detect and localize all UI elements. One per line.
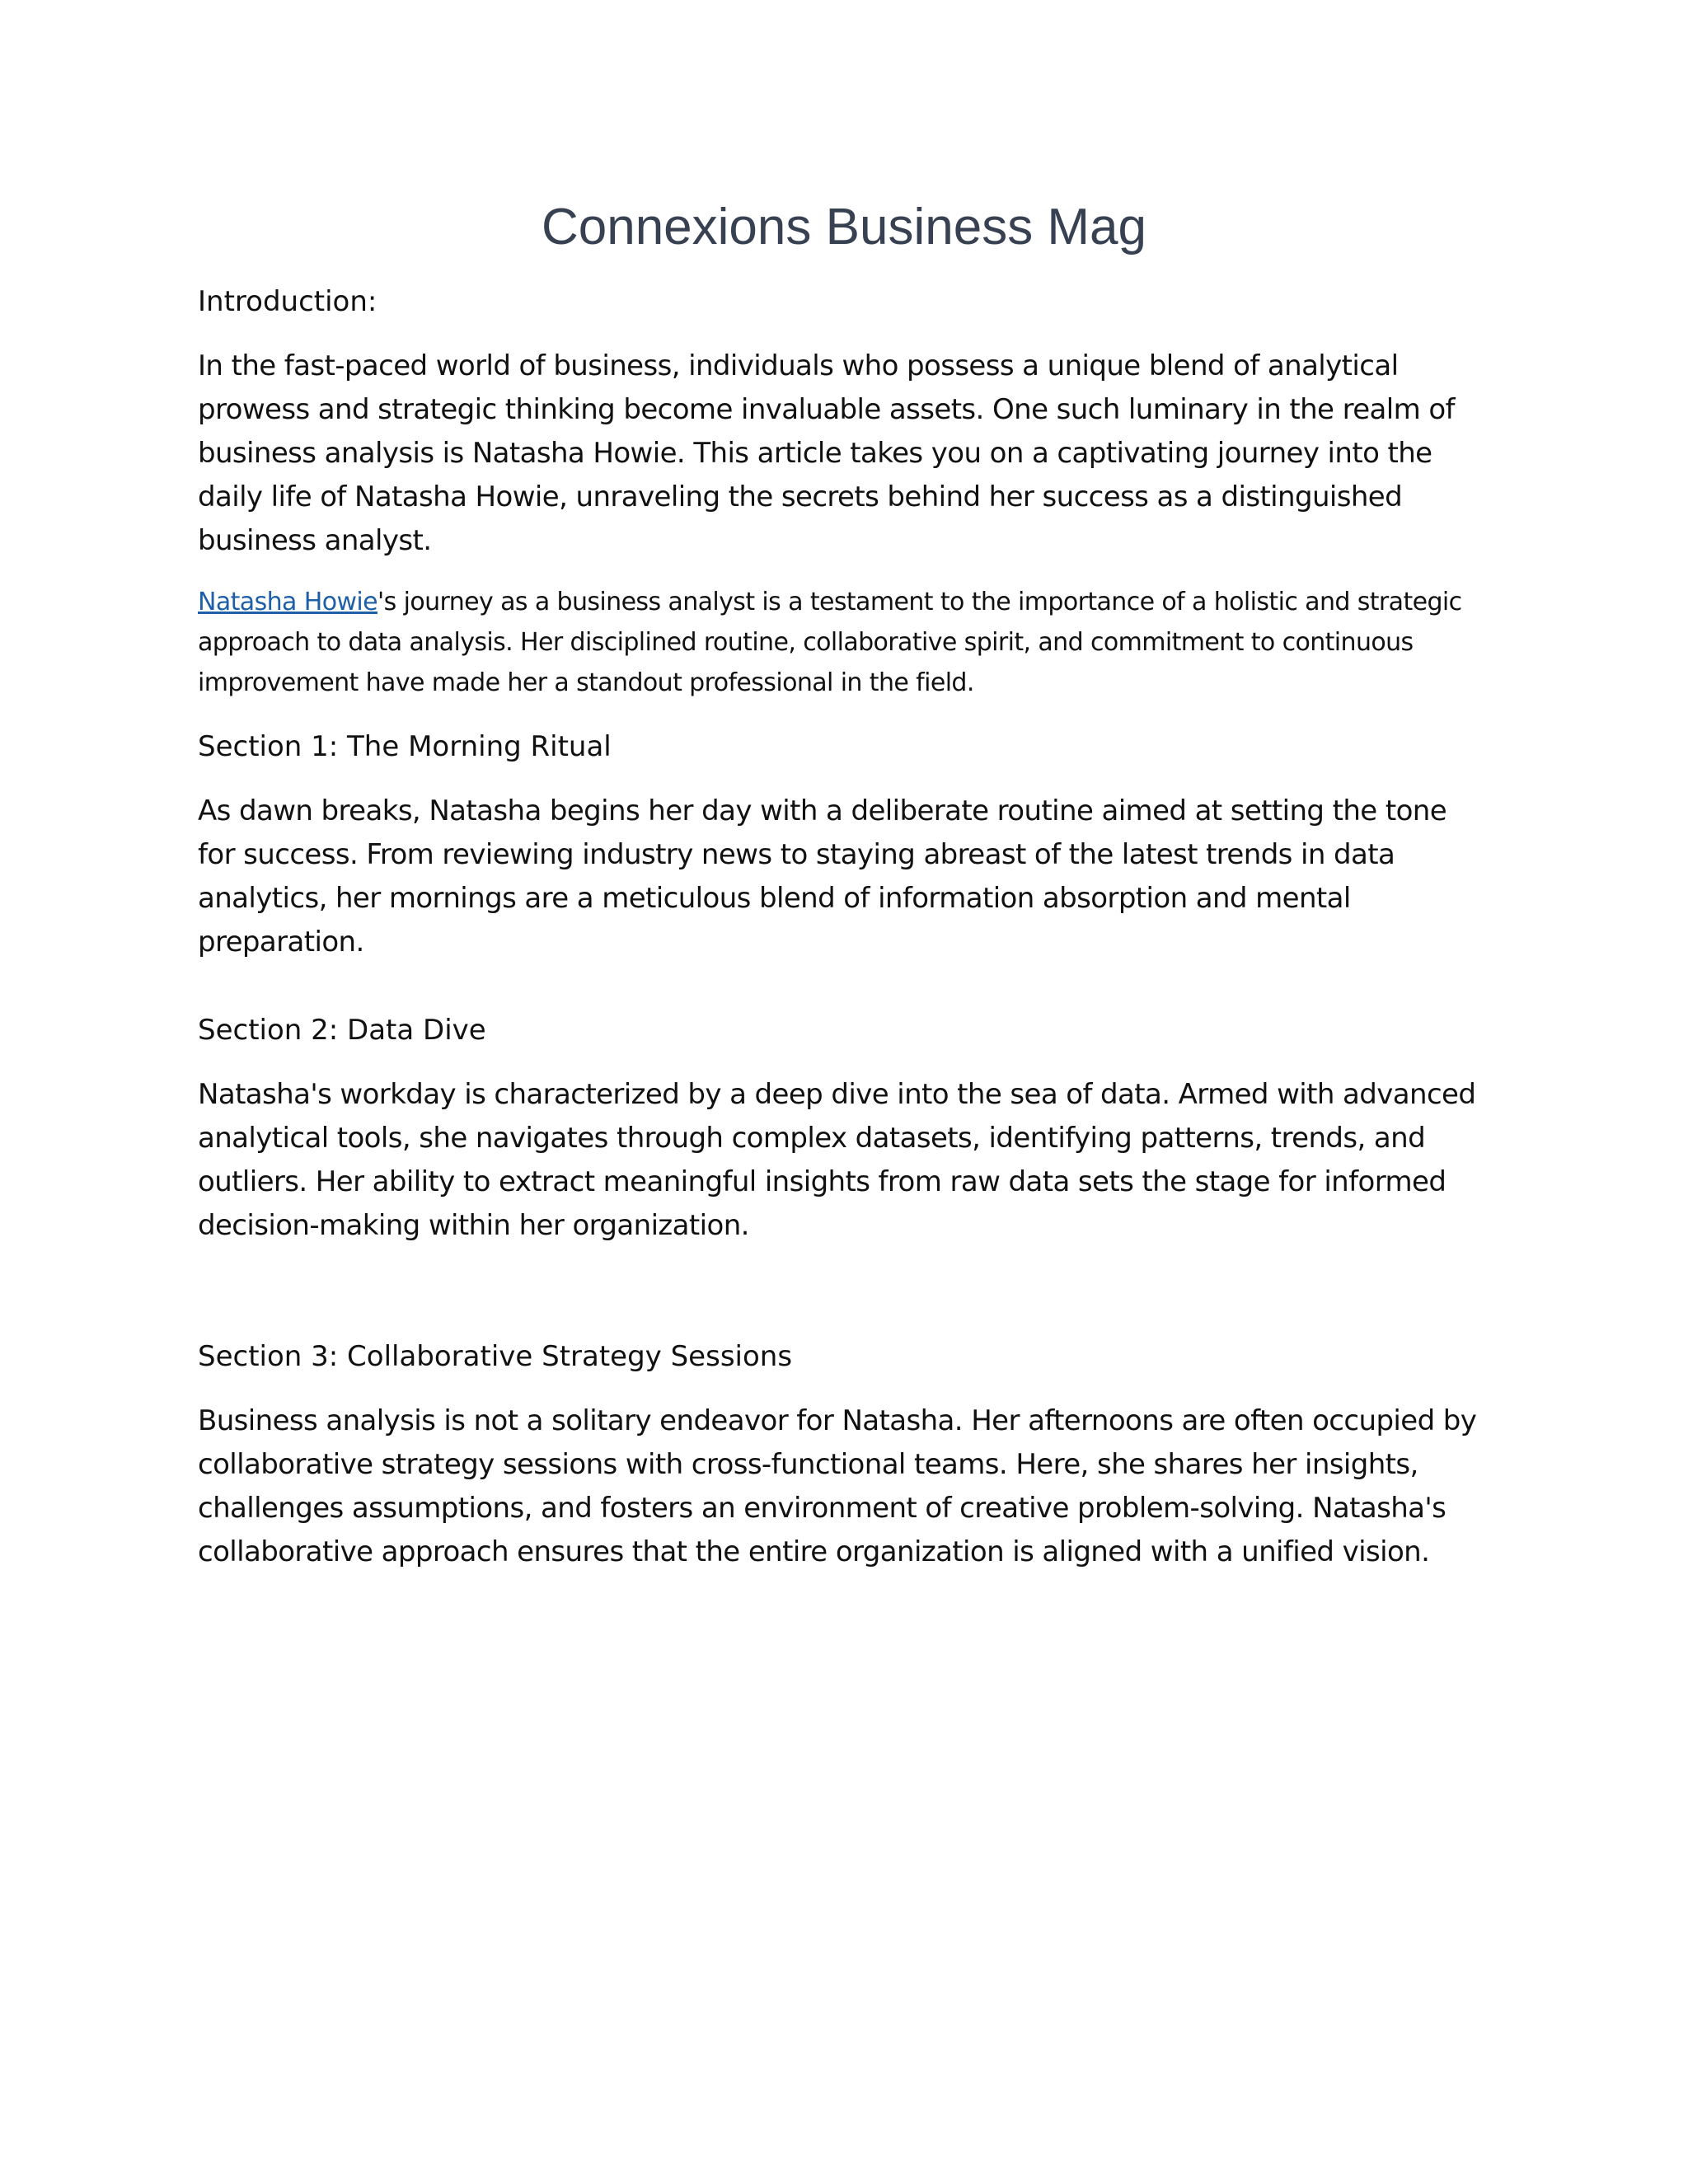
section-3-paragraph: Business analysis is not a solitary endeavor for Natasha. Her afternoons are often occupied by collaborative strategy sessions with cross-functional teams. Here, she shares her insights, challenges assumptions, and fosters an environment of creative problem-solving. Natasha's collaborative approach ensures that the entire organization is aligned with a unified vision.: [198, 1404, 1477, 1568]
section-2-heading: Section 2: Data Dive: [198, 1014, 486, 1047]
introduction-heading: Introduction:: [198, 285, 377, 318]
introduction-paragraph: In the fast-paced world of business, individuals who possess a unique blend of analytical prowess and strategic thinking become invaluable assets. One such luminary in the realm of business analysis is Natasha Howie. This article takes you on a captivating journey into the daily life of Natasha Howie, unraveling the secrets behind her success as a distinguished business analyst.: [198, 349, 1455, 557]
summary-text: 's journey as a business analyst is a testament to the importance of a holistic and strategic approach to data analysis. Her disciplined routine, collaborative spirit, and commitment to continuous improvement have made her a standout professional in the field.: [198, 588, 1462, 697]
section-3-heading: Section 3: Collaborative Strategy Sessions: [198, 1340, 793, 1373]
section-1-paragraph: As dawn breaks, Natasha begins her day with a deliberate routine aimed at setting the tone for success. From reviewing industry news to staying abreast of the latest trends in data analytics, her mornings are a meticulous blend of information absorption and mental preparation.: [198, 794, 1447, 958]
section-2-paragraph: Natasha's workday is characterized by a deep dive into the sea of data. Armed with advanced analytical tools, she navigates through complex datasets, identifying patterns, trends, and outliers. Her ability to extract meaningful insights from raw data sets the stage for informed decision-making within her organization.: [198, 1078, 1476, 1242]
natasha-howie-link[interactable]: Natasha Howie: [198, 588, 377, 616]
summary-paragraph: [198, 582, 1490, 703]
document-title: Connexions Business Mag: [541, 199, 1147, 255]
section-1-heading: Section 1: The Morning Ritual: [198, 730, 612, 763]
